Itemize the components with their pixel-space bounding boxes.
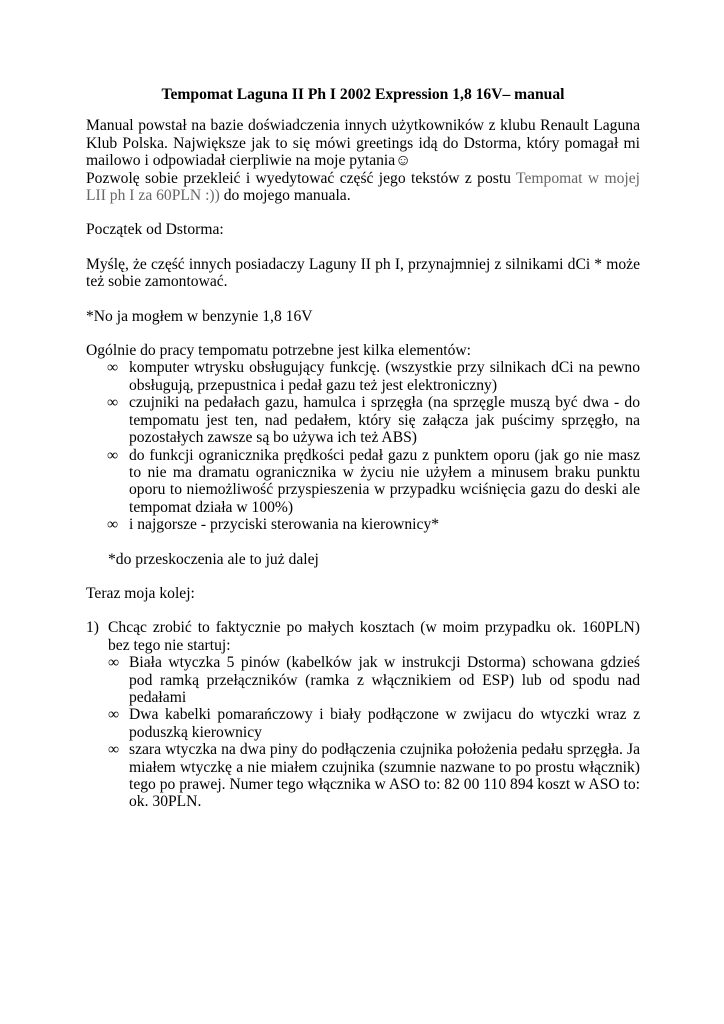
skip-note: *do przeskoczenia ale to już dalej — [108, 550, 319, 568]
list-item: ∞ szara wtyczka na dwa piny do podłączenia czujnika położenia pedału sprzęgła. Ja miałem wtyczkę a nie miałem czujnika (szumnie nazwane to po prostu włącznik) tego po prawej. Numer tego włącznika w ASO to: 82 00 110 894 koszt w ASO to: ok. 30PLN. — [108, 741, 640, 811]
step-item — [86, 619, 640, 810]
list-item: ∞ czujniki na pedałach gazu, hamulca i sprzęgła (na sprzęgle muszą być dwa - do tempomatu jest ten, nad pedałem, który się załącza jak puścimy sprzęgło, na pozostałych zawsze są bo używa ich też ABS) — [107, 394, 640, 447]
list-item: ∞ Biała wtyczka 5 pinów (kabelków jak w instrukcji Dstorma) schowana gdzieś pod ramką przełączników (ramka z włącznikiem od ESP) lub od spodu nad pedałami — [108, 654, 640, 706]
intro-paragraph-2: Pozwolę sobie przekleić i wyedytować część jego tekstów z postu Tempomat w mojej LII ph I za 60PLN :)) do mojego manuala. — [86, 169, 640, 205]
infinity-bullet-icon: ∞ — [107, 446, 119, 464]
dstorm-heading: Początek od Dstorma: — [86, 221, 224, 239]
step-number: 1) — [86, 619, 99, 637]
document-body — [86, 86, 640, 811]
dstorm-text: Myślę, że część innych posiadaczy Laguny II ph I, przynajmniej z silnikami dCi * może też sobie zamontować. — [86, 255, 640, 291]
infinity-bullet-icon: ∞ — [107, 394, 119, 412]
list-item: ∞ komputer wtrysku obsługujący funkcję. (wszystkie przy silnikach dCi na pewno obsługują, przepustnica i pedał gazu też jest elektroniczny) — [107, 359, 640, 394]
intro-paragraph: Manual powstał na bazie doświadczenia innych użytkowników z klubu Renault Laguna Klub Polska. Największe jak to się mówi greetings idą do Dstorma, który pomagał mi mailowo i odpowiadał cierpliwie na moje pytania☺ — [86, 117, 640, 170]
list-item: ∞ do funkcji ogranicznika prędkości pedał gazu z punktem oporu (jak go nie masz to nie ma dramatu ogranicznika w życiu nie użyłem a minusem braku punktu oporu to niemożliwość przyspieszenia w przypadku wciśnięcia gazu do deski ale tempomat działa w 100%) — [107, 446, 640, 516]
infinity-bullet-icon: ∞ — [107, 359, 119, 377]
step-sublist — [108, 654, 640, 811]
list-item: ∞ i najgorsze - przyciski sterowania na kierownicy* — [107, 516, 440, 534]
elements-intro: Ogólnie do pracy tempomatu potrzebne jest kilka elementów: — [86, 342, 471, 360]
infinity-bullet-icon: ∞ — [108, 654, 120, 672]
list-item: ∞ Dwa kabelki pomarańczowy i biały podłączone w zwijacu do wtyczki wraz z poduszką kierownicy — [108, 706, 640, 741]
my-turn-heading: Teraz moja kolej: — [86, 584, 195, 602]
infinity-bullet-icon: ∞ — [108, 706, 120, 724]
steps-list — [86, 619, 640, 810]
forum-post-link[interactable]: Tempomat w mojej LII ph I za 60PLN :)) — [86, 169, 640, 205]
petrol-note: *No ja mogłem w benzynie 1,8 16V — [86, 307, 313, 325]
infinity-bullet-icon: ∞ — [107, 516, 119, 534]
elements-list — [86, 359, 640, 533]
step-text: Chcąc zrobić to faktycznie po małych kosztach (w moim przypadku ok. 160PLN) bez tego nie startuj: — [108, 619, 640, 654]
infinity-bullet-icon: ∞ — [108, 741, 120, 759]
document-title: Tempomat Laguna II Ph I 2002 Expression 1,8 16V– manual — [161, 86, 565, 103]
